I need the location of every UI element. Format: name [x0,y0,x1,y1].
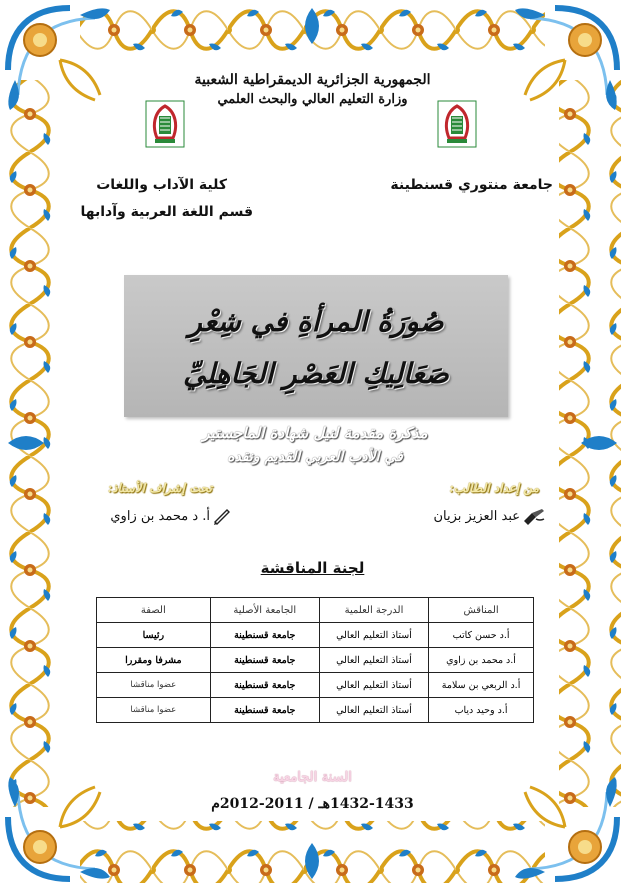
republic-heading: الجمهورية الجزائرية الديمقراطية الشعبية [194,72,431,88]
university-emblem-right [437,100,477,148]
student-label: من إعداد الطالب: [449,481,539,495]
examiner-name: أ.د محمد بن زاوي [429,648,534,673]
university-name: جامعة منتوري قسنطينة [390,177,553,193]
ministry-heading: وزارة التعليم العالي والبحث العلمي [217,92,408,107]
table-row [97,623,534,648]
table-header-row [97,598,534,623]
examiner-role: مشرفا ومقررا [97,648,211,673]
table-row [97,698,534,723]
examiner-rank: أستاذ التعليم العالي [319,673,428,698]
supervisor-name: أ. د محمد بن زاوي [110,509,210,524]
examiner-university: جامعة قسنطينة [210,673,319,698]
committee-title [0,559,625,577]
examiner-role: عضوا مناقشا [97,673,211,698]
examiner-role: رئيسا [97,623,211,648]
examiner-university: جامعة قسنطينة [210,623,319,648]
thesis-field: في الأدب العربي القديم ونقده [227,449,403,465]
committee-title-text: لجنة المناقشة [260,559,365,577]
table-row [97,648,534,673]
examiner-rank: أستاذ التعليم العالي [319,623,428,648]
university-emblem-left [145,100,185,148]
examiner-name: أ.د وحيد دياب [429,698,534,723]
faculty-name: كلية الآداب واللغات [96,177,227,193]
column-header-university: الجامعة الأصلية [210,598,319,623]
column-header-role: الصفة [97,598,211,623]
table-row [97,673,534,698]
academic-year-dates: 1432-1433هـ / 2011-2012م [211,796,414,812]
title-line-1: صُورَةُ المرأةِ في شِعْرِ [188,305,444,338]
column-header-rank: الدرجة العلمية [319,598,428,623]
examiner-rank: أستاذ التعليم العالي [319,648,428,673]
examiner-rank: أستاذ التعليم العالي [319,698,428,723]
examiner-university: جامعة قسنطينة [210,648,319,673]
student-name: عبد العزيز بزيان [433,509,520,524]
writing-hand-icon [522,507,546,525]
examiner-role: عضوا مناقشا [97,698,211,723]
academic-year-label: السنة الجامعية [273,770,352,785]
pen-icon [212,507,232,525]
committee-table [96,597,534,723]
examiner-name: أ.د الربعي بن سلامة [429,673,534,698]
examiner-name: أ.د حسن كاتب [429,623,534,648]
supervisor-label: تحت إشراف الأستاذ: [107,481,212,495]
examiner-university: جامعة قسنطينة [210,698,319,723]
title-box [124,275,508,417]
column-header-examiner: المناقش [429,598,534,623]
title-line-2: صَعَالِيكِ العَصْرِ الجَاهِلِيِّ [183,357,449,390]
department-name: قسم اللغة العربية وآدابها [80,204,253,220]
thesis-degree: مذكرة مقدمة لنيل شهادة الماجستير [202,424,428,442]
